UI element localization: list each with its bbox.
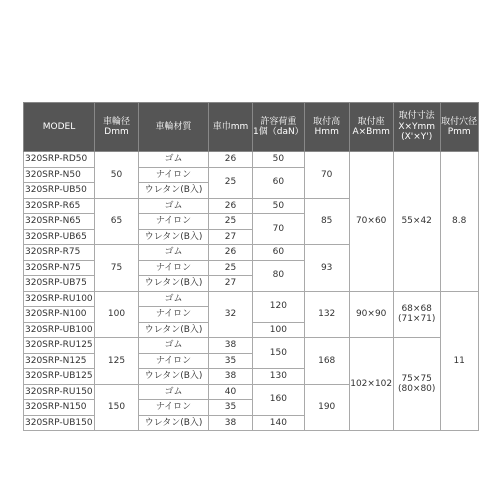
width-cell: 35 [209,353,253,369]
material-cell: ゴム [139,152,209,168]
table-row [24,291,479,307]
header-hole: 取付穴径 Pmm [440,103,478,152]
load-cell: 50 [253,152,305,168]
model-cell: 320SRP-N50 [24,167,95,183]
load-cell: 100 [253,322,305,338]
width-cell: 32 [209,291,253,338]
material-cell: ナイロン [139,167,209,183]
height-cell: 168 [304,338,349,385]
seat-cell: 70×60 [349,152,393,292]
load-cell: 60 [253,245,305,261]
height-cell: 93 [304,245,349,292]
wheel-diameter-cell: 50 [95,152,139,199]
wheel-diameter-cell: 125 [95,338,139,385]
material-cell: ウレタン(B入) [139,276,209,292]
model-cell: 320SRP-RU150 [24,384,95,400]
hole-cell: 11 [440,291,478,431]
load-cell: 160 [253,384,305,415]
header-model: MODEL [24,103,95,152]
model-cell: 320SRP-UB65 [24,229,95,245]
material-cell: ゴム [139,338,209,354]
material-cell: ウレタン(B入) [139,415,209,431]
width-cell: 38 [209,338,253,354]
width-cell: 27 [209,276,253,292]
model-cell: 320SRP-UB100 [24,322,95,338]
header-load: 許容荷重 1個（daN） [253,103,305,152]
wheel-diameter-cell: 75 [95,245,139,292]
load-cell: 120 [253,291,305,322]
width-cell: 38 [209,369,253,385]
seat-cell: 90×90 [349,291,393,338]
model-cell: 320SRP-N75 [24,260,95,276]
load-cell: 130 [253,369,305,385]
height-cell: 190 [304,384,349,431]
header-width: 車巾mm [209,103,253,152]
width-cell: 35 [209,400,253,416]
width-cell: 25 [209,260,253,276]
material-cell: ゴム [139,291,209,307]
material-cell: ナイロン [139,353,209,369]
header-seat: 取付座 A×Bmm [349,103,393,152]
load-cell: 140 [253,415,305,431]
material-cell: ゴム [139,384,209,400]
model-cell: 320SRP-UB75 [24,276,95,292]
width-cell: 26 [209,152,253,168]
model-cell: 320SRP-RU100 [24,291,95,307]
load-cell: 60 [253,167,305,198]
seat-cell: 102×102 [349,338,393,431]
model-cell: 320SRP-N100 [24,307,95,323]
material-cell: ナイロン [139,260,209,276]
model-cell: 320SRP-R75 [24,245,95,261]
model-cell: 320SRP-N125 [24,353,95,369]
width-cell: 27 [209,229,253,245]
width-cell: 25 [209,167,253,198]
material-cell: ウレタン(B入) [139,229,209,245]
wheel-diameter-cell: 100 [95,291,139,338]
table-row [24,338,479,354]
material-cell: ゴム [139,198,209,214]
width-cell: 26 [209,245,253,261]
material-cell: ナイロン [139,307,209,323]
spec-table [23,102,479,431]
height-cell: 132 [304,291,349,338]
material-cell: ナイロン [139,214,209,230]
width-cell: 26 [209,198,253,214]
header-mount-dim: 取付寸法 X×Ymm (X'×Y') [393,103,440,152]
wheel-diameter-cell: 150 [95,384,139,431]
wheel-diameter-cell: 65 [95,198,139,245]
width-cell: 25 [209,214,253,230]
material-cell: ナイロン [139,400,209,416]
table-row [24,152,479,168]
model-cell: 320SRP-N150 [24,400,95,416]
model-cell: 320SRP-RD50 [24,152,95,168]
height-cell: 85 [304,198,349,245]
table-body [24,152,479,431]
width-cell: 40 [209,384,253,400]
material-cell: ウレタン(B入) [139,369,209,385]
header-height: 取付高 Hmm [304,103,349,152]
load-cell: 70 [253,214,305,245]
model-cell: 320SRP-UB150 [24,415,95,431]
model-cell: 320SRP-RU125 [24,338,95,354]
load-cell: 80 [253,260,305,291]
model-cell: 320SRP-UB50 [24,183,95,199]
load-cell: 150 [253,338,305,369]
width-cell: 38 [209,415,253,431]
model-cell: 320SRP-UB125 [24,369,95,385]
model-cell: 320SRP-N65 [24,214,95,230]
table-header [24,103,479,152]
header-wheel-diameter: 車輪径 Dmm [95,103,139,152]
material-cell: ウレタン(B入) [139,322,209,338]
model-cell: 320SRP-R65 [24,198,95,214]
mount-dim-cell: 55×42 [393,152,440,292]
mount-dim-cell: 68×68 (71×71) [393,291,440,338]
header-material: 車輪材質 [139,103,209,152]
material-cell: ウレタン(B入) [139,183,209,199]
load-cell: 50 [253,198,305,214]
material-cell: ゴム [139,245,209,261]
hole-cell: 8.8 [440,152,478,292]
mount-dim-cell: 75×75 (80×80) [393,338,440,431]
height-cell: 70 [304,152,349,199]
